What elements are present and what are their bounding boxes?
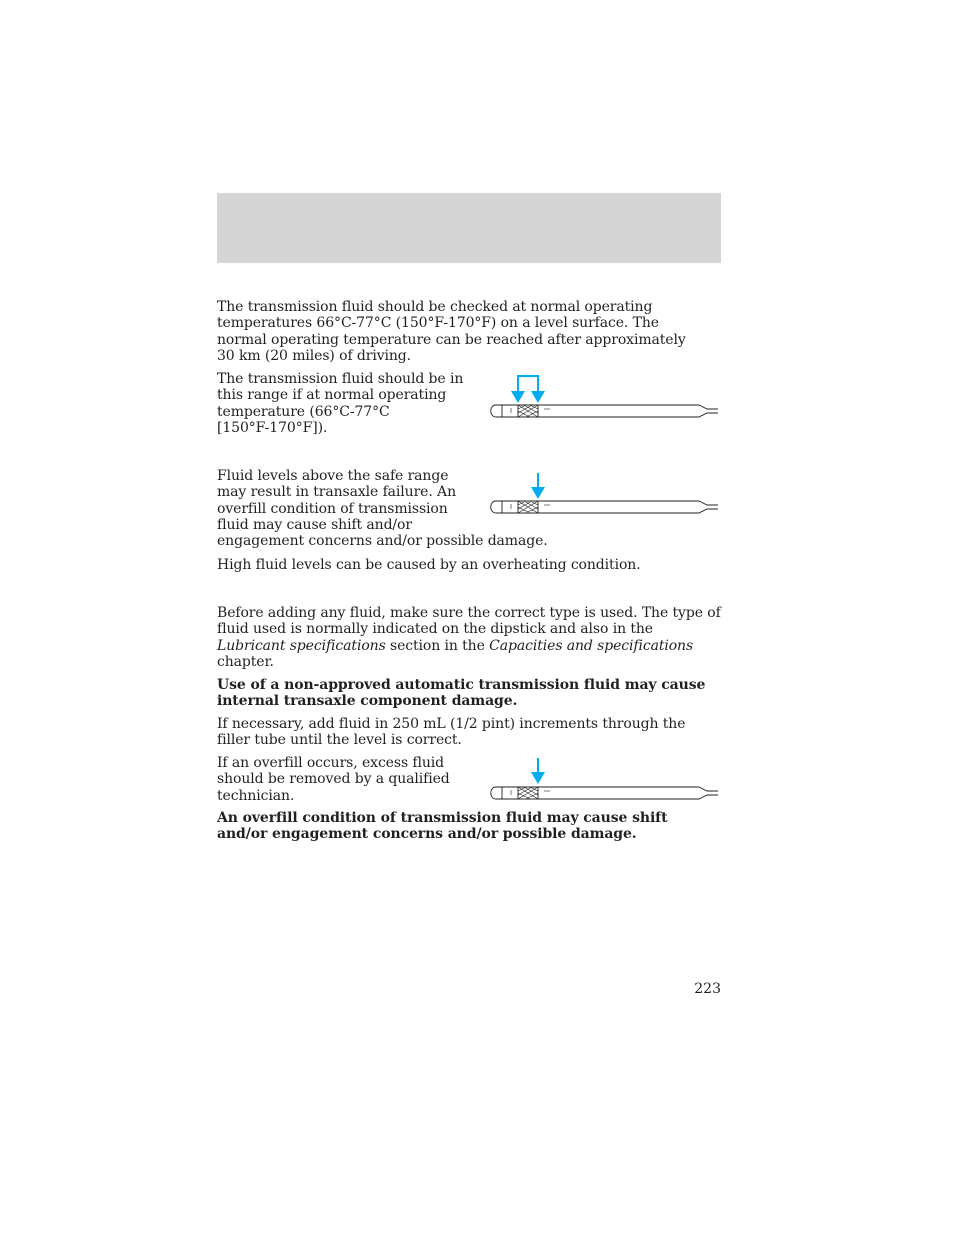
above-line: overfill condition of transmission <box>217 500 448 517</box>
before-adding-text: section in the <box>385 637 490 654</box>
before-adding-text: Before adding any fluid, make sure the correct type is used. The type of fluid used is normally indicated on the dipstick and also in the <box>217 605 721 638</box>
overfill-line: technician. <box>217 787 295 804</box>
range-line: temperature (66°C-77°C <box>217 403 390 420</box>
above-line: may result in transaxle failure. An <box>217 484 456 501</box>
before-adding-text: chapter. <box>217 653 274 670</box>
dipstick-icon <box>491 787 718 799</box>
dipstick-icon <box>491 405 718 417</box>
above-line: fluid may cause shift and/or <box>217 516 412 533</box>
page-number: 223 <box>694 981 721 997</box>
above-line: engagement concerns and/or possible damage. <box>217 533 548 550</box>
dipstick-icon <box>491 501 718 513</box>
range-line: [150°F-170°F]). <box>217 419 328 436</box>
overfill-line: should be removed by a qualified <box>217 771 450 788</box>
dipstick-overfill-illustration <box>486 472 722 518</box>
add-fluid-paragraph: If necessary, add fluid in 250 mL (1/2 pint) increments through the filler tube until the level is correct. <box>217 716 686 749</box>
down-arrow-icon <box>531 758 545 784</box>
range-line: The transmission fluid should be in <box>217 371 464 387</box>
overfill-line: If an overfill occurs, excess fluid <box>217 755 445 771</box>
high-levels-paragraph: High fluid levels can be caused by an overheating condition. <box>217 557 641 573</box>
range-paragraph <box>217 371 477 436</box>
lubricant-specifications-ref: Lubricant specifications <box>217 637 386 654</box>
down-arrow-icon <box>531 473 545 499</box>
capacities-specifications-ref: Capacities and specifications <box>489 637 694 654</box>
before-adding-paragraph <box>217 605 721 670</box>
intro-paragraph: The transmission fluid should be checked at normal operating temperatures 66°C-77°C (150°F-170°F) on a level surface. The normal operating temperature can be reached after approximately 30 km (20 miles) of driving. <box>217 299 686 364</box>
above-line: Fluid levels above the safe range <box>217 468 449 484</box>
overfill-paragraph <box>217 755 477 804</box>
non-approved-fluid-warning: Use of a non-approved automatic transmission fluid may cause internal transaxle component damage. <box>217 677 706 710</box>
dipstick-normal-range-illustration <box>486 374 722 420</box>
dipstick-remove-excess-illustration <box>486 757 722 803</box>
overfill-warning: An overfill condition of transmission fluid may cause shift and/or engagement concerns and/or possible damage. <box>217 810 668 843</box>
range-line: this range if at normal operating <box>217 387 447 404</box>
section-header-band <box>217 193 721 263</box>
range-arrows-icon <box>511 376 545 403</box>
